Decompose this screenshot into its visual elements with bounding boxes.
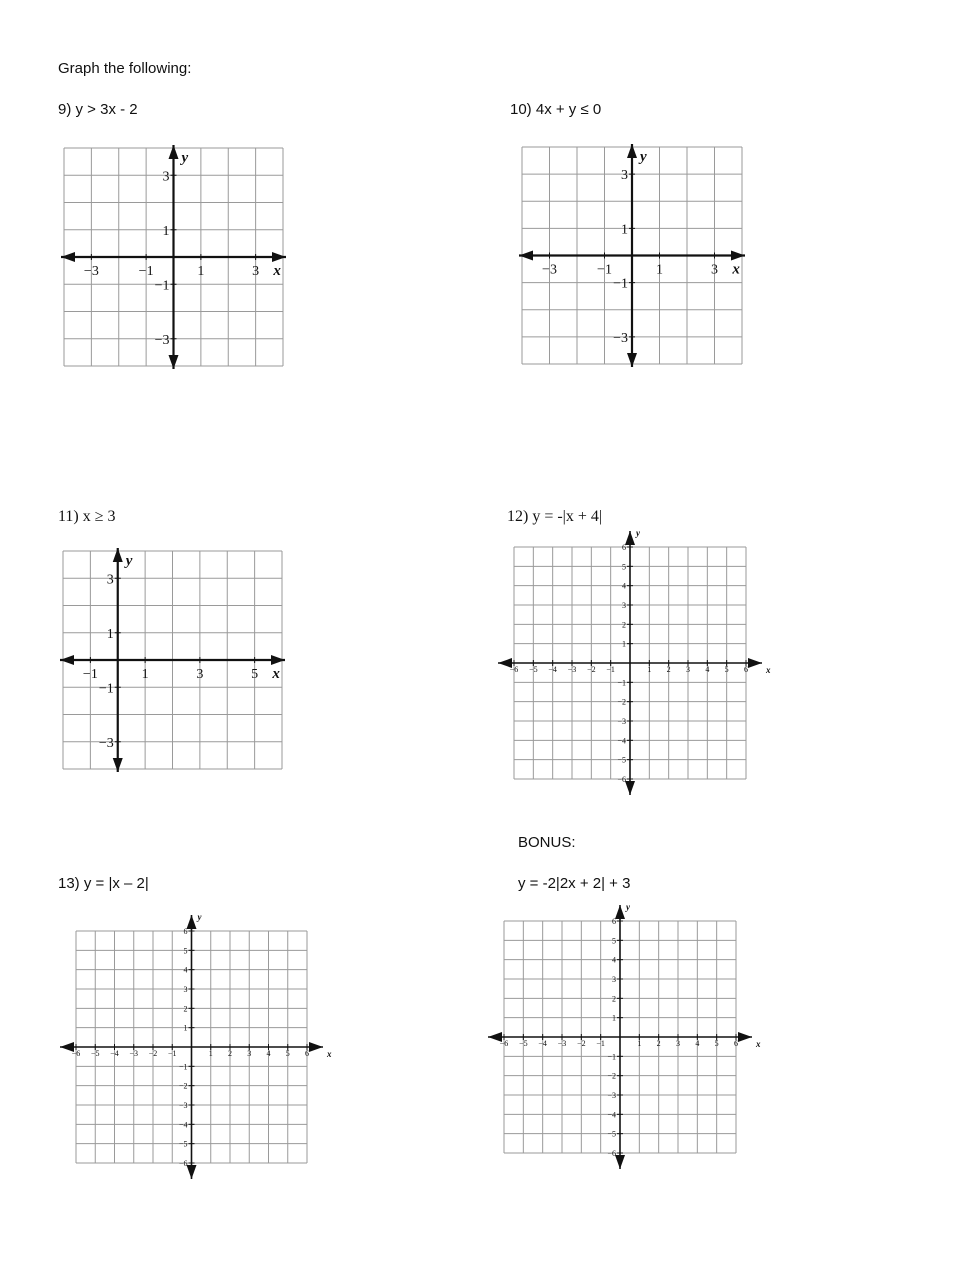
x-tick-label: 1 — [656, 262, 663, 278]
y-tick-label: 3 — [612, 975, 616, 984]
x-tick-label: 4 — [705, 665, 710, 674]
x-axis-label: x — [327, 1049, 332, 1059]
y-tick-label: −3 — [613, 330, 628, 346]
y-tick-label: −4 — [607, 1110, 616, 1120]
problem-10-label: 10) 4x + y ≤ 0 — [510, 101, 602, 118]
problem-12-label: 12) y = -|x + 4| — [507, 508, 603, 525]
x-axis-arrow-right — [748, 658, 762, 668]
y-axis-arrow-down — [625, 781, 635, 795]
y-axis-arrow-down — [169, 355, 179, 369]
x-axis-label: x — [273, 263, 281, 279]
x-axis-label: x — [756, 1039, 761, 1049]
y-axis-arrow-down — [627, 353, 637, 367]
x-tick-label: 2 — [666, 665, 671, 674]
problem-11-label: 11) x ≥ 3 — [58, 508, 116, 525]
y-axis-arrow-up — [169, 145, 179, 159]
y-tick-label: 1 — [106, 626, 114, 642]
x-tick-label: 1 — [208, 1049, 213, 1058]
x-tick-label: −5 — [519, 1039, 528, 1048]
x-tick-label: 1 — [637, 1039, 642, 1048]
y-tick-label: 3 — [183, 985, 188, 994]
x-tick-label: 6 — [305, 1049, 309, 1058]
y-tick-label: 6 — [183, 927, 188, 936]
graph-problem-13[interactable] — [69, 912, 332, 1170]
y-tick-label: −4 — [178, 1120, 188, 1130]
y-tick-label: 4 — [183, 965, 188, 975]
graph-bonus[interactable] — [497, 902, 761, 1160]
y-tick-label: −6 — [178, 1159, 188, 1168]
y-tick-label: 3 — [621, 168, 628, 184]
x-axis-arrow-right — [738, 1032, 752, 1042]
x-tick-label: 6 — [744, 665, 748, 674]
x-tick-label: −4 — [110, 1049, 119, 1058]
x-tick-label: 1 — [141, 667, 149, 682]
y-tick-label: −1 — [607, 1052, 616, 1062]
y-tick-label: −2 — [617, 697, 626, 707]
problem-9-label: 9) y > 3x - 2 — [58, 101, 138, 118]
y-tick-label: −1 — [154, 278, 170, 294]
y-tick-label: −1 — [617, 678, 626, 688]
y-tick-label: 4 — [612, 955, 616, 965]
coordinate-grid-svg[interactable] — [69, 912, 332, 1170]
y-tick-label: 2 — [612, 994, 616, 1004]
y-axis-arrow-up — [627, 144, 637, 158]
bonus-label: y = -2|2x + 2| + 3 — [518, 875, 631, 892]
y-tick-label: −2 — [178, 1081, 188, 1091]
x-tick-label: 3 — [196, 667, 204, 682]
y-axis-label: y — [636, 528, 640, 538]
y-tick-label: −3 — [98, 735, 114, 751]
x-tick-label: −1 — [167, 1049, 177, 1058]
coordinate-grid-svg[interactable] — [515, 140, 749, 371]
x-tick-label: −6 — [509, 665, 519, 674]
y-tick-label: −4 — [617, 736, 626, 746]
x-tick-label: −1 — [82, 667, 98, 682]
x-tick-label: −3 — [542, 262, 557, 278]
y-tick-label: 3 — [106, 572, 114, 588]
y-axis-label: y — [125, 553, 133, 569]
y-tick-label: −1 — [98, 681, 114, 697]
y-tick-label: 1 — [621, 222, 628, 238]
x-tick-label: 3 — [247, 1049, 252, 1058]
x-tick-label: −3 — [83, 264, 99, 279]
x-tick-label: −1 — [597, 262, 612, 278]
y-tick-label: −5 — [607, 1129, 616, 1139]
y-tick-label: −6 — [617, 775, 626, 784]
y-tick-label: −3 — [154, 332, 170, 348]
x-axis-arrow-right — [271, 655, 285, 665]
x-axis-arrow-right — [731, 251, 745, 261]
x-tick-label: 1 — [197, 264, 205, 279]
x-tick-label: 4 — [695, 1039, 700, 1048]
y-tick-label: −3 — [607, 1091, 616, 1100]
y-axis-arrow-up — [615, 905, 625, 919]
y-tick-label: 6 — [622, 543, 626, 552]
x-tick-label: 3 — [711, 262, 718, 278]
x-tick-label: 2 — [656, 1039, 661, 1048]
y-axis-label: y — [197, 912, 202, 922]
y-axis-arrow-up — [113, 548, 123, 562]
x-tick-label: 5 — [724, 665, 729, 674]
problem-13-label: 13) y = |x – 2| — [58, 875, 149, 892]
x-tick-label: 5 — [714, 1039, 719, 1048]
graph-problem-10[interactable] — [515, 140, 749, 371]
x-tick-label: −1 — [138, 264, 154, 279]
y-tick-label: −1 — [178, 1062, 188, 1072]
x-tick-label: −4 — [548, 665, 557, 674]
y-tick-label: −5 — [617, 755, 626, 765]
x-axis-label: x — [272, 666, 280, 682]
graph-problem-9[interactable] — [57, 141, 290, 373]
x-tick-label: −3 — [567, 665, 577, 674]
y-tick-label: −3 — [178, 1101, 188, 1110]
graph-problem-11[interactable] — [56, 544, 289, 776]
y-tick-label: −3 — [617, 717, 626, 726]
x-axis-label: x — [732, 261, 740, 278]
y-tick-label: −1 — [613, 276, 628, 292]
x-tick-label: −5 — [529, 665, 538, 674]
x-axis-arrow-left — [60, 655, 74, 665]
y-tick-label: 4 — [622, 581, 626, 591]
y-tick-label: 5 — [612, 936, 616, 946]
x-axis-label: x — [766, 665, 771, 675]
y-axis-arrow-down — [113, 758, 123, 772]
x-axis-arrow-left — [519, 251, 533, 261]
y-tick-label: −5 — [178, 1139, 188, 1149]
coordinate-grid-svg[interactable] — [57, 141, 290, 373]
x-tick-label: −1 — [596, 1039, 605, 1048]
y-tick-label: 1 — [622, 639, 626, 649]
x-tick-label: 3 — [252, 264, 260, 279]
x-tick-label: −3 — [129, 1049, 139, 1058]
coordinate-grid-svg[interactable] — [507, 528, 771, 786]
graph-problem-12[interactable] — [507, 528, 771, 786]
y-tick-label: 3 — [622, 601, 626, 610]
bonus-title: BONUS: — [518, 834, 576, 851]
y-axis-label: y — [640, 149, 647, 165]
x-tick-label: 5 — [285, 1049, 290, 1058]
x-tick-label: −3 — [557, 1039, 567, 1048]
x-tick-label: −2 — [587, 665, 596, 674]
y-tick-label: 5 — [183, 946, 188, 956]
x-tick-label: −1 — [606, 665, 615, 674]
x-tick-label: 3 — [686, 665, 690, 674]
x-axis-arrow-right — [272, 252, 286, 262]
y-tick-label: 2 — [622, 620, 626, 630]
x-tick-label: 2 — [228, 1049, 232, 1058]
y-tick-label: 1 — [612, 1013, 616, 1023]
y-tick-label: 6 — [612, 917, 616, 926]
y-tick-label: 3 — [162, 169, 170, 185]
x-tick-label: 3 — [676, 1039, 680, 1048]
x-axis-arrow-right — [309, 1042, 323, 1052]
y-axis-label: y — [626, 902, 630, 912]
y-tick-label: 5 — [622, 562, 626, 572]
y-axis-arrow-down — [615, 1155, 625, 1169]
y-tick-label: −2 — [607, 1071, 616, 1081]
coordinate-grid-svg[interactable] — [56, 544, 289, 776]
y-axis-arrow-down — [187, 1165, 197, 1179]
x-axis-arrow-left — [61, 252, 75, 262]
x-tick-label: 6 — [734, 1039, 738, 1048]
y-axis-label: y — [181, 150, 189, 166]
x-tick-label: −5 — [90, 1049, 100, 1058]
coordinate-grid-svg[interactable] — [497, 902, 761, 1160]
y-axis-arrow-up — [187, 915, 197, 929]
x-tick-label: −6 — [71, 1049, 81, 1058]
x-tick-label: 4 — [266, 1049, 271, 1058]
y-tick-label: 2 — [183, 1004, 188, 1014]
y-tick-label: 1 — [162, 223, 170, 239]
x-tick-label: 1 — [647, 665, 652, 674]
y-axis-arrow-up — [625, 531, 635, 545]
x-tick-label: −4 — [538, 1039, 547, 1048]
x-tick-label: −2 — [148, 1049, 158, 1058]
x-tick-label: −2 — [577, 1039, 586, 1048]
y-tick-label: 1 — [183, 1023, 188, 1033]
x-tick-label: 5 — [251, 667, 259, 682]
y-tick-label: −6 — [607, 1149, 616, 1158]
x-tick-label: −6 — [499, 1039, 509, 1048]
page-heading: Graph the following: — [58, 60, 192, 77]
